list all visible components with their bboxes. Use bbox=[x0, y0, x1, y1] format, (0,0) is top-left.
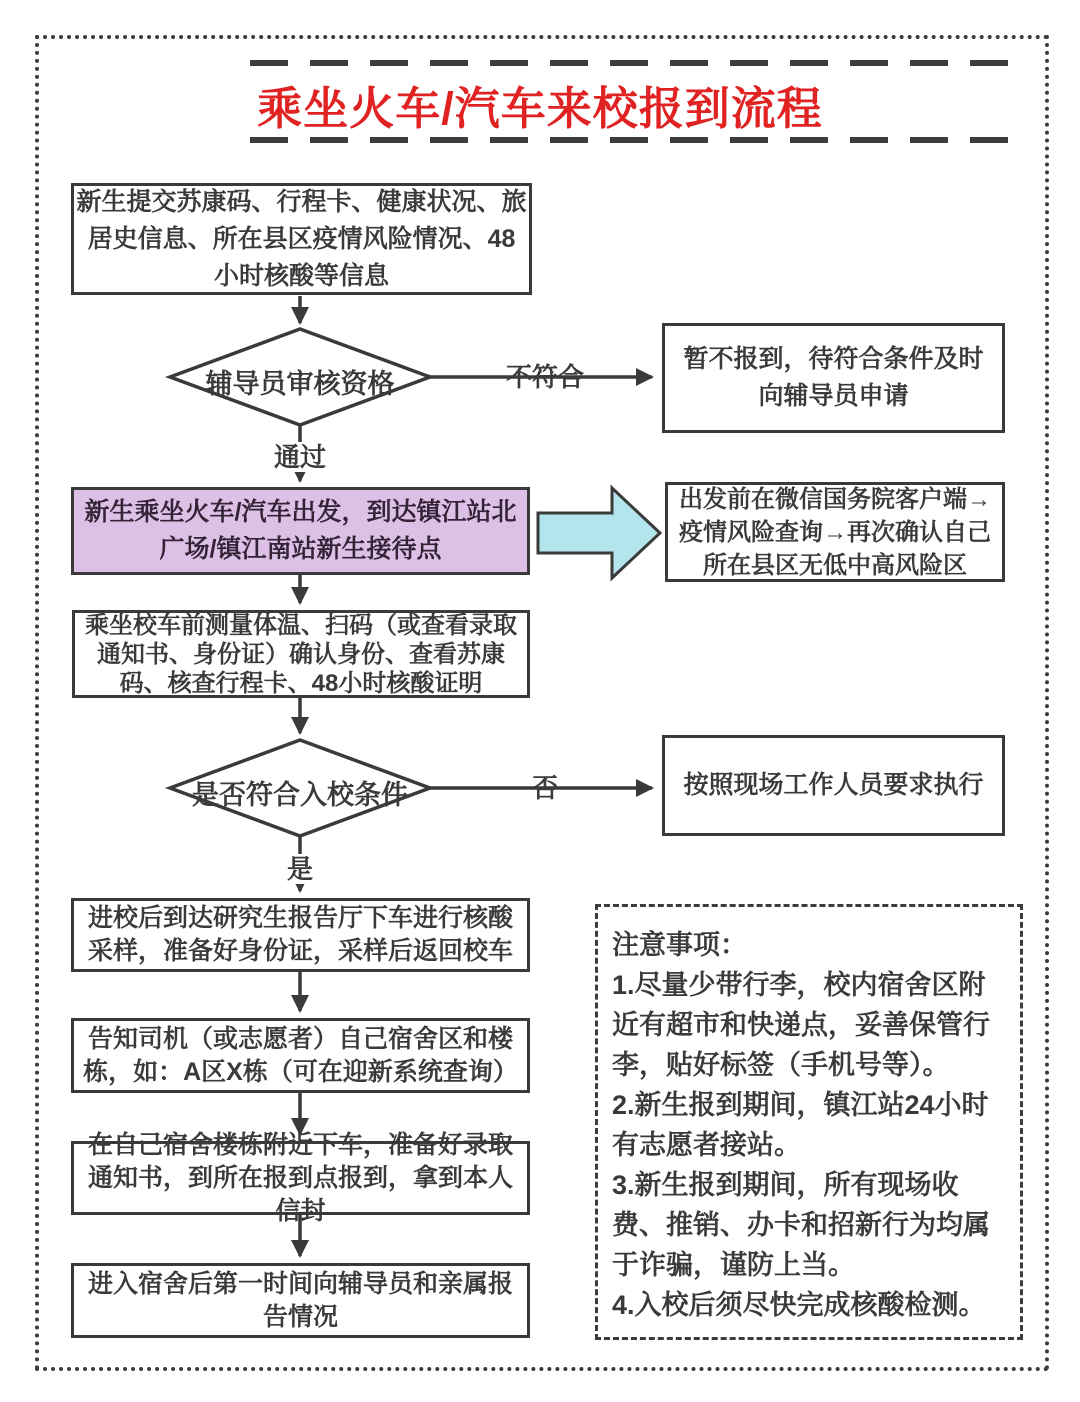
box-tell-driver: 告知司机（或志愿者）自己宿舍区和楼栋，如：A区X栋（可在迎新系统查询） bbox=[71, 1018, 530, 1093]
label-pass: 通过 bbox=[262, 442, 338, 472]
box-report-family: 进入宿舍后第一时间向辅导员和亲属报告情况 bbox=[71, 1263, 530, 1338]
box-postpone: 暂不报到，待符合条件及时向辅导员申请 bbox=[662, 323, 1005, 433]
decision-review-label: 辅导员审核资格 bbox=[205, 369, 395, 399]
label-not-qualified: 不符合 bbox=[505, 362, 584, 392]
box-dorm-checkin: 在自己宿舍楼栋附近下车，准备好录取通知书，到所在报到点报到，拿到本人信封 bbox=[71, 1141, 530, 1215]
label-yes: 是 bbox=[275, 854, 325, 884]
note-item-1: 1.尽量少带行李，校内宿舍区附近有超市和快递点，妥善保管行李，贴好标签（手机号等）。 bbox=[612, 970, 990, 1080]
notes-title: 注意事项： bbox=[612, 930, 747, 960]
big-right-arrow-icon bbox=[538, 488, 660, 578]
box-bus-check: 乘坐校车前测量体温、扫码（或查看录取通知书、身份证）确认身份、查看苏康码、核查行程卡、48小时核酸证明 bbox=[72, 610, 530, 698]
note-item-3: 3.新生报到期间，所有现场收费、推销、办卡和招新行为均属于诈骗，谨防上当。 bbox=[612, 1170, 990, 1280]
page-title: 乘坐火车/汽车来校报到流程 bbox=[257, 83, 823, 134]
note-item-4: 4.入校后须尽快完成核酸检测。 bbox=[612, 1290, 986, 1320]
box-depart-station: 新生乘坐火车/汽车出发，到达镇江站北广场/镇江南站新生接待点 bbox=[71, 487, 530, 575]
box-risk-check: 出发前在微信国务院客户端→疫情风险查询→再次确认自己所在县区无低中高风险区 bbox=[665, 482, 1005, 582]
label-no: 否 bbox=[531, 773, 558, 803]
note-item-2: 2.新生报到期间，镇江站24小时有志愿者接站。 bbox=[612, 1090, 989, 1160]
box-submit-info: 新生提交苏康码、行程卡、健康状况、旅居史信息、所在县区疫情风险情况、48小时核酸等信息 bbox=[71, 183, 532, 295]
decision-entry-label: 是否符合入校条件 bbox=[192, 780, 408, 810]
notes-panel bbox=[595, 904, 1023, 1340]
box-nucleic-sampling: 进校后到达研究生报告厅下车进行核酸采样，准备好身份证，采样后返回校车 bbox=[71, 898, 530, 972]
box-follow-staff: 按照现场工作人员要求执行 bbox=[662, 735, 1005, 836]
